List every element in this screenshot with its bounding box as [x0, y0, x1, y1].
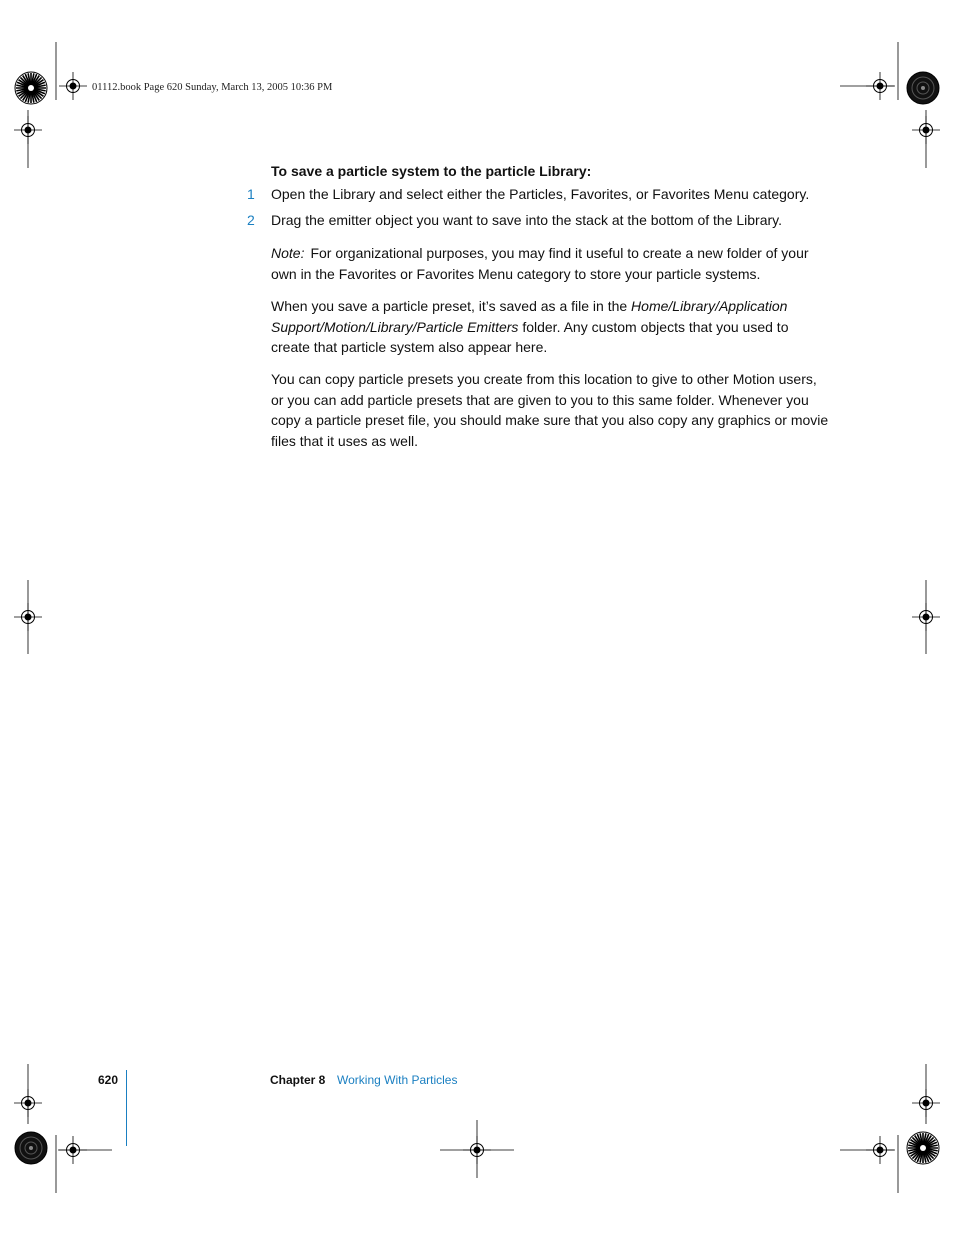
preset-paragraph: [271, 296, 831, 358]
footer-chapter: Chapter 8: [270, 1073, 326, 1087]
starburst-target-icon: [907, 72, 939, 104]
page-number: 620: [98, 1073, 119, 1087]
step-text: Open the Library and select either the Particles, Favorites, or Favorites Menu category.: [271, 186, 810, 202]
step-text: Drag the emitter object you want to save into the stack at the bottom of the Library.: [271, 212, 783, 228]
note-paragraph: [271, 243, 831, 284]
step-number: 2: [247, 212, 255, 228]
footer-chapter-title: Working With Particles: [337, 1073, 458, 1087]
note-label: Note:: [271, 245, 305, 261]
starburst-target-icon: [907, 1132, 939, 1164]
preset-text-before: When you save a particle preset, it’s saved as a file in the: [271, 298, 632, 314]
slug-line: 01112.book Page 620 Sunday, March 13, 2005 10:36 PM: [92, 82, 333, 93]
task-heading: To save a particle system to the particle Library:: [271, 163, 592, 179]
starburst-target-icon: [15, 1132, 47, 1164]
starburst-target-icon: [15, 72, 47, 104]
step-1: [247, 186, 809, 202]
step-number: 1: [247, 186, 255, 202]
registration-mark-icon: [14, 603, 42, 631]
footer-rule: [126, 1070, 127, 1146]
copy-paragraph: You can copy particle presets you create from this location to give to other Motion users, or you can add particle presets that are given to you to this same folder. Whenever you copy a particle preset file, you should make sure that you also copy any graphics or movie files that it uses as well.: [271, 371, 829, 449]
registration-mark-icon: [912, 603, 940, 631]
preset-path: Home/Library/Application Support/Motion/Library/Particle Emitters: [271, 298, 788, 335]
note-text: For organizational purposes, you may find it useful to create a new folder of your own in the Favorites or Favorites Menu category to store your particle systems.: [271, 245, 809, 282]
step-2: [247, 212, 782, 228]
registration-mark-icon: [59, 72, 87, 100]
preset-text-after: folder. Any custom objects that you used to create that particle system also appear here.: [271, 318, 789, 355]
